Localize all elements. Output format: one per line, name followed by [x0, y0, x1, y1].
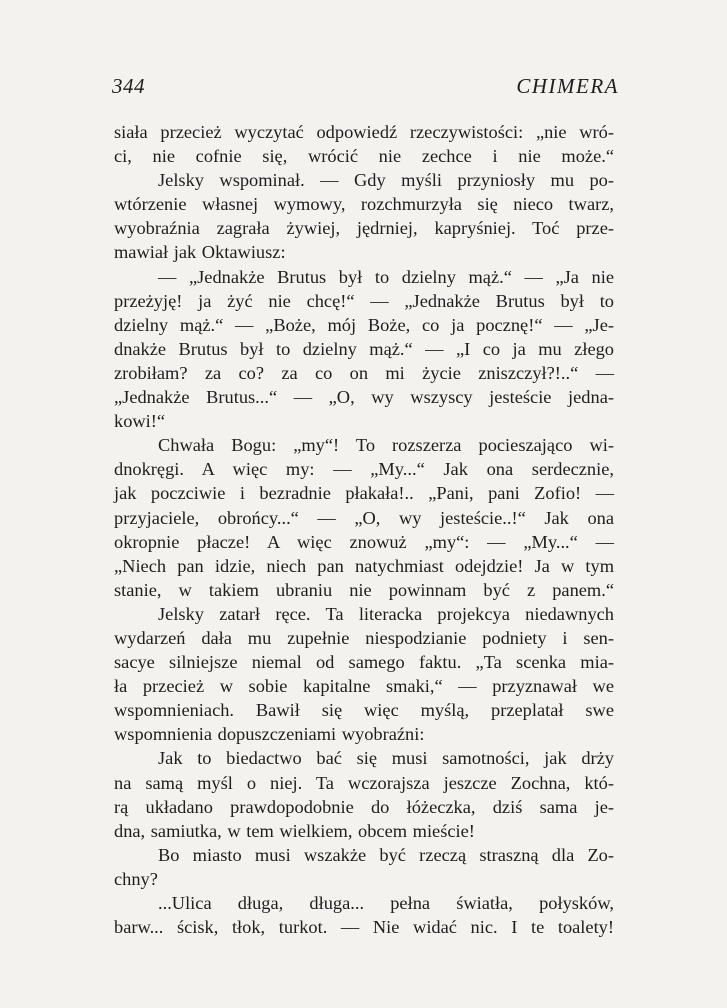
text-line: Chwała Bogu: „my“! To rozszerza pocieszająco wi-: [158, 435, 614, 456]
text-line: dnokręgi. A więc my: — „My...“ Jak ona serdecznie,: [114, 459, 614, 480]
text-line: „Jednakże Brutus...“ — „O, wy wszyscy jesteście jedna-: [114, 387, 614, 408]
text-line: wydarzeń dała mu zupełnie niespodzianie podniety i sen-: [114, 627, 614, 648]
text-line: rą układano prawdopodobnie do łóżeczka, dziś sama je-: [114, 796, 614, 817]
text-line: okropnie płacze! A więc znowuż „my“: — „My...“ —: [114, 531, 614, 552]
text-line: Jelsky wspominał. — Gdy myśli przyniosły mu po-: [158, 170, 614, 191]
text-line: ła przecież w sobie kapitalne smaki,“ — przyznawał we: [114, 676, 614, 697]
text-line: wtórzenie własnej wymowy, rozchmurzyła się nieco twarz,: [114, 194, 614, 215]
text-line: siała przecież wyczytać odpowiedź rzeczywistości: „nie wró-: [114, 122, 614, 142]
text-line: Bo miasto musi wszakże być rzeczą straszną dla Zo-: [158, 844, 614, 865]
text-line: wspomnieniach. Bawił się więc myślą, przeplatał swe: [114, 700, 614, 721]
text-line: przeżyję! ja żyć nie chcę!“ — „Jednakże Brutus był to: [114, 290, 614, 311]
text-line: wspomnienia dopuszczeniami wyobraźni:: [114, 724, 425, 745]
text-line: zrobiłam? za co? za co on mi życie zniszczył?!..“ —: [114, 362, 614, 383]
text-line: ci, nie cofnie się, wrócić nie zechce i nie może.“: [114, 146, 614, 167]
text-line: barw... ścisk, tłok, turkot. — Nie widać nic. I te toalety!: [114, 917, 614, 938]
text-line: jak poczciwie i bezradnie płakała!.. „Pani, pani Zofio! —: [114, 483, 614, 504]
text-line: ...Ulica długa, długa... pełna światła, połysków,: [158, 893, 614, 913]
text-line: dna, samiutka, w tem wielkiem, obcem mieście!: [114, 820, 475, 841]
text-line: na samą myśl o niej. Ta wczorajsza jeszcze Zochna, któ-: [114, 772, 614, 793]
text-line: dnakże Brutus był to dzielny mąż.“ — „I co ja mu złego: [114, 338, 614, 359]
text-line: wyobraźnia zagrała żywiej, jędrniej, kapryśniej. Toć prze-: [114, 218, 614, 239]
text-line: — „Jednakże Brutus był to dzielny mąż.“ — „Ja nie: [158, 266, 614, 287]
text-line: stanie, w takiem ubraniu nie powinnam być z panem.“: [114, 579, 614, 600]
page-number: 344: [112, 74, 145, 98]
running-title: CHIMERA: [516, 74, 619, 98]
text-line: chny?: [114, 868, 158, 889]
text-line: mawiał jak Oktawiusz:: [114, 242, 286, 263]
text-line: przyjaciele, obrońcy...“ — „O, wy jesteście..!“ Jak ona: [114, 507, 614, 528]
text-line: Jelsky zatarł ręce. Ta literacka projekcya niedawnych: [158, 603, 614, 624]
text-line: sacye silniejsze niemal od samego faktu. „Ta scenka mia-: [114, 652, 614, 673]
text-line: kowi!“: [114, 411, 166, 432]
text-line: Jak to biedactwo bać się musi samotności, jak drży: [158, 748, 614, 769]
body-text: [114, 120, 614, 939]
text-line: „Niech pan idzie, niech pan natychmiast odejdzie! Ja w tym: [114, 555, 614, 576]
text-line: dzielny mąż.“ — „Boże, mój Boże, co ja pocznę!“ — „Je-: [114, 314, 614, 335]
page-header: [112, 74, 619, 104]
